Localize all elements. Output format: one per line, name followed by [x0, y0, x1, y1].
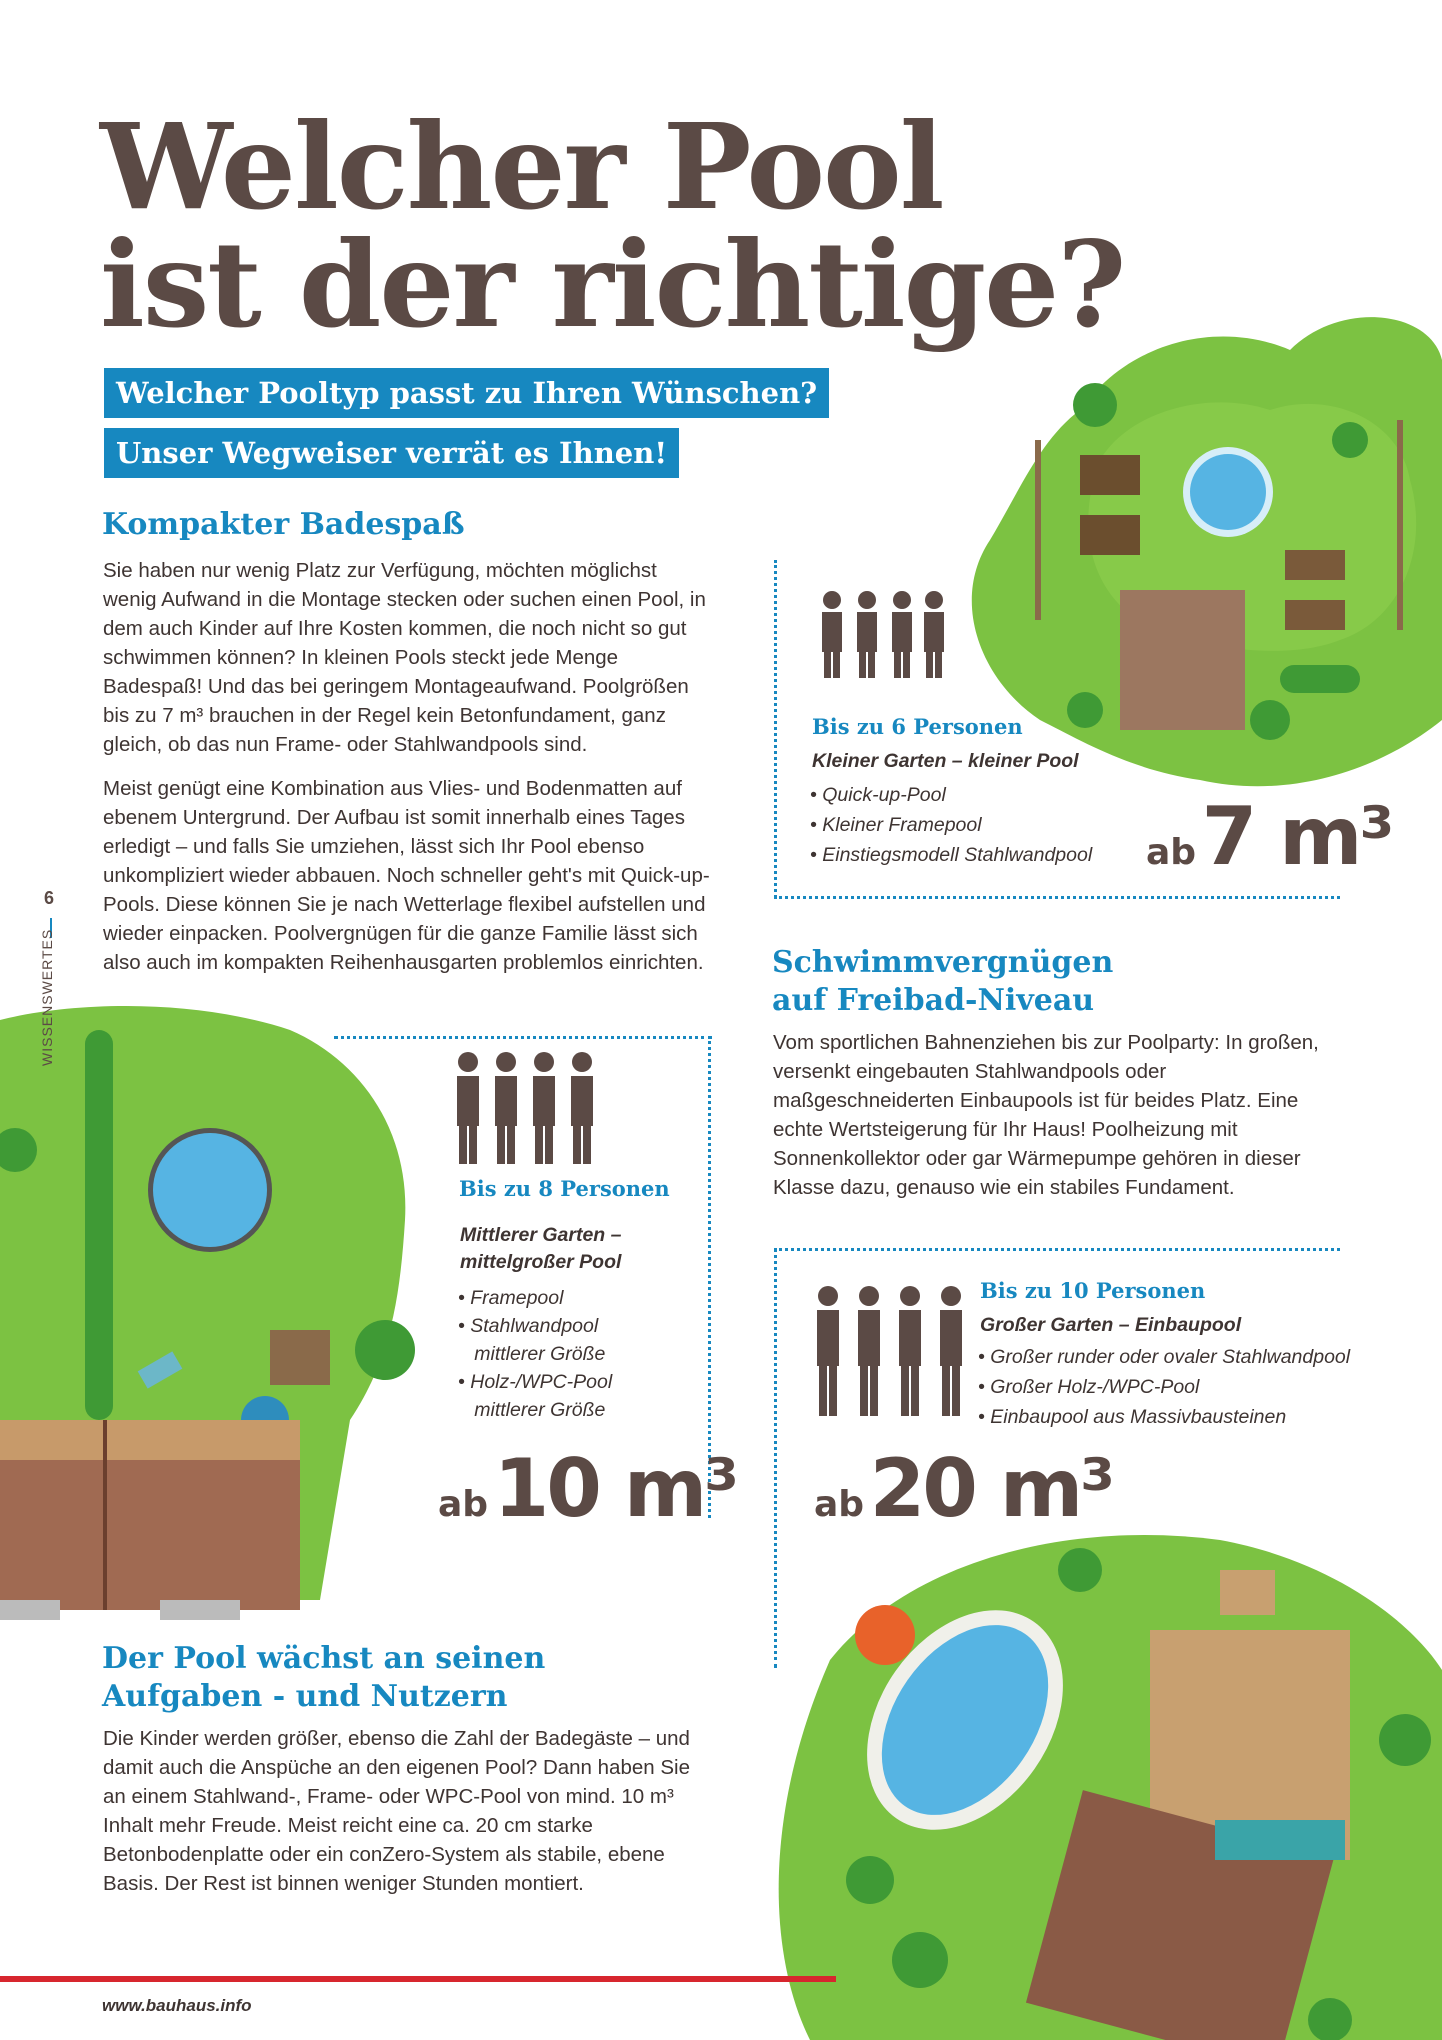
medium-garden-illustration [0, 1000, 420, 1620]
list-item: • Einbaupool aus Massivbausteinen [978, 1402, 1350, 1432]
freibad-title-line-1: Schwimmvergnügen [772, 945, 1114, 980]
freibad-paragraph: Vom sportlichen Bahnenziehen bis zur Poolparty: In großen, versenkt eingebauten Stahlwandpools oder maßgeschneiderten Einbaupools ist für beides Platz. Eine echte Wertsteigerung für Ihr Haus! Poolheizung mit Sonnenkollektor oder gar Wärmepumpe gehören in dieser Klasse dazu, genauso wie ein stabiles Fundament. [773, 1031, 1319, 1199]
page-number: 6 [44, 888, 55, 908]
freibad-title [772, 944, 1113, 1020]
small-box-volume [1146, 790, 1392, 883]
medium-subtitle-line-1: Mittlerer Garten – [460, 1224, 622, 1246]
raised-bed-icon [1080, 455, 1140, 495]
small-box-persons: Bis zu 6 Personen [812, 714, 1023, 739]
frame-pool-icon [153, 1133, 267, 1247]
subtitle-tag-1: Welcher Pooltyp passt zu Ihren Wünschen? [104, 368, 829, 418]
subtitle-tag-2: Unser Wegweiser verrät es Ihnen! [104, 428, 679, 478]
small-box-list [810, 780, 1092, 870]
list-item: • Kleiner Framepool [810, 810, 1092, 840]
headline-line-2: ist der richtige? [100, 215, 1125, 354]
volume-value: 20 m³ [869, 1442, 1113, 1535]
large-box-list [978, 1342, 1350, 1432]
grows-title-line-1: Der Pool wächst an seinen [102, 1641, 546, 1676]
eight-people-icon [448, 1050, 604, 1168]
large-box-volume [814, 1442, 1112, 1535]
list-item: • Einstiegsmodell Stahlwandpool [810, 840, 1092, 870]
compact-title: Kompakter Badespaß [102, 507, 465, 542]
medium-box-persons: Bis zu 8 Personen [459, 1176, 670, 1201]
compact-paragraph-1: Sie haben nur wenig Platz zur Verfügung, möchten möglichst wenig Aufwand in die Montage stecken oder suchen einen Pool, in dem auch Kinder auf Ihre Kosten kommen, die noch nicht so gut schwimmen können? In kleinen Pools steckt jede Menge Badespaß! Und das bei geringem Montageaufwand. Poolgrößen bis zu 7 m³ brauchen in der Regel kein Betonfundament, ganz gleich, ob das nun Frame- oder Stahlwandpools sind. [103, 559, 706, 756]
volume-prefix: ab [438, 1484, 489, 1525]
hedge-icon [85, 1030, 113, 1420]
list-item: • Großer Holz-/WPC-Pool [978, 1372, 1350, 1402]
large-box-subtitle: Großer Garten – Einbaupool [980, 1314, 1242, 1336]
volume-value: 7 m³ [1201, 790, 1392, 883]
small-garden-illustration [960, 300, 1442, 800]
medium-box-volume [438, 1442, 736, 1535]
footer-url[interactable]: www.bauhaus.info [102, 1996, 252, 2015]
list-item: • Stahlwandpool mittlerer Größe [458, 1312, 612, 1368]
small-box-bottom [774, 896, 1340, 899]
grows-paragraph: Die Kinder werden größer, ebenso die Zahl der Badegäste – und damit auch die Anspüche an den eigenen Pool? Dann haben Sie an einem Stahlwand-, Frame- oder WPC-Pool von mind. 10 m³ Inhalt mehr Freude. Meist reicht eine ca. 20 cm starke Betonbodenplatte oder ein conZero-System als stabile, ebene Basis. Der Rest ist binnen weniger Stunden montiert. [103, 1727, 690, 1895]
ten-people-icon [808, 1282, 972, 1422]
section-label: WISSENSWERTES [39, 928, 55, 1066]
medium-box-list [458, 1284, 612, 1424]
large-box-border [774, 1248, 777, 1668]
medium-box-top [334, 1036, 712, 1039]
round-pool-icon [1190, 454, 1266, 530]
small-box-border [774, 560, 777, 898]
footer-rule [0, 1976, 836, 1982]
large-garden-illustration [770, 1520, 1442, 2040]
list-item: • Holz-/WPC-Pool mittlerer Größe [458, 1368, 612, 1424]
headline-line-1: Welcher Pool [100, 97, 943, 236]
volume-value: 10 m³ [493, 1442, 737, 1535]
parasol-icon [855, 1605, 915, 1665]
freibad-title-line-2: auf Freibad-Niveau [772, 983, 1095, 1018]
list-item: • Großer runder oder ovaler Stahlwandpool [978, 1342, 1350, 1372]
six-people-icon [812, 590, 952, 680]
medium-subtitle-line-2: mittelgroßer Pool [460, 1251, 622, 1273]
list-item: • Framepool [458, 1284, 612, 1312]
medium-box-subtitle [460, 1222, 621, 1276]
large-box-top [774, 1248, 1340, 1251]
small-box-subtitle: Kleiner Garten – kleiner Pool [812, 750, 1079, 772]
volume-prefix: ab [1146, 832, 1197, 873]
page-headline [100, 97, 1125, 354]
volume-prefix: ab [814, 1484, 865, 1525]
large-box-persons: Bis zu 10 Personen [980, 1278, 1206, 1303]
grows-title-line-2: Aufgaben - und Nutzern [102, 1679, 508, 1714]
compact-paragraph-2: Meist genügt eine Kombination aus Vlies- und Bodenmatten auf ebenem Untergrund. Der Aufbau ist somit innerhalb eines Tages erledigt – und falls Sie umziehen, lässt sich Ihr Pool ebenso unkompliziert wieder abbauen. Noch schneller geht's mit Quick-up-Pools. Diese können Sie je nach Wetterlage flexibel aufstellen und wieder einpacken. Poolvergnügen für die ganze Familie lässt sich also auch im kompakten Reihenhausgarten problemlos einrichten. [103, 777, 710, 974]
grows-title [102, 1640, 545, 1716]
list-item: • Quick-up-Pool [810, 780, 1092, 810]
terrace-icon [1120, 590, 1245, 730]
